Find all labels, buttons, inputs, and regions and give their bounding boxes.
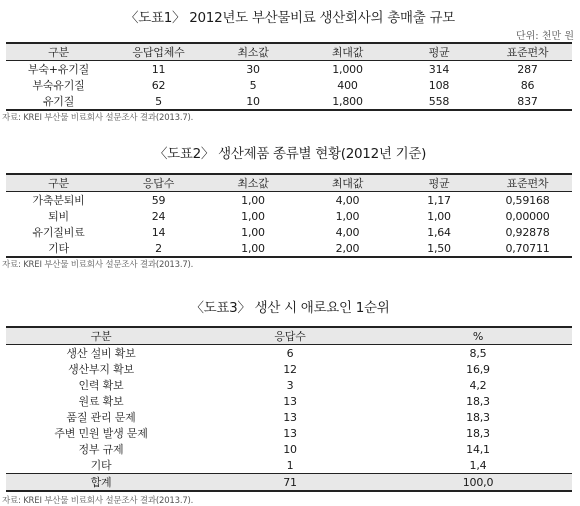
table2-source: 자료: KREI 부산물 비료회사 설문조사 결과(2013.7). xyxy=(2,260,194,270)
table3-source: 자료: KREI 부산물 비료회사 설문조사 결과(2013.7). xyxy=(2,496,194,506)
table3-row xyxy=(6,409,572,425)
table2-column-header: 최소값 xyxy=(206,174,300,192)
table3-column-header: 응답수 xyxy=(196,327,384,345)
table2-body xyxy=(6,192,572,258)
table1-column-header: 표준편차 xyxy=(483,43,572,61)
table1-title: 〈도표1〉 2012년도 부산물비료 생산회사의 총매출 규모 xyxy=(125,10,455,26)
table1-cell: 11 xyxy=(151,62,166,76)
table3-row xyxy=(6,425,572,441)
table2-header xyxy=(6,174,572,192)
table1-column-header: 응답업체수 xyxy=(111,43,206,61)
table3-cell: 16,9 xyxy=(466,362,490,376)
table1-row xyxy=(6,61,572,78)
table1 xyxy=(6,42,572,111)
table3-row xyxy=(6,457,572,474)
table2-cell: 1,17 xyxy=(427,193,451,207)
table2-column-header: 구분 xyxy=(6,174,111,192)
table3-row-label: 기타 xyxy=(90,459,112,472)
table3-row-label: 원료 확보 xyxy=(78,395,124,408)
table3-header xyxy=(6,327,572,345)
table2-cell: 14 xyxy=(151,225,166,239)
table1-row xyxy=(6,93,572,110)
table2-row-label: 가축분퇴비 xyxy=(32,194,85,207)
table3-title: 〈도표3〉 생산 시 애로요인 1순위 xyxy=(190,300,390,316)
table2-cell: 4,00 xyxy=(335,225,360,239)
table1-cell: 5 xyxy=(249,78,257,92)
table1-header-row xyxy=(6,43,572,61)
table3 xyxy=(6,326,572,492)
table1-cell: 314 xyxy=(428,62,450,76)
table2-cell: 4,00 xyxy=(335,193,360,207)
table1-unit: 단위: 천만 원 xyxy=(515,31,574,42)
table3-cell: 100,0 xyxy=(384,474,572,492)
table2-row xyxy=(6,240,572,257)
table2-row-label: 퇴비 xyxy=(48,210,69,223)
table1-cell: 558 xyxy=(395,93,483,110)
table2-row xyxy=(6,224,572,240)
table3-cell: 4,2 xyxy=(469,378,487,392)
table2-row-label: 기타 xyxy=(6,240,111,257)
table3-cell: 18,3 xyxy=(466,426,490,440)
table2-cell: 1,00 xyxy=(241,193,265,207)
table3-cell: 13 xyxy=(283,394,297,408)
table1-cell: 10 xyxy=(206,93,300,110)
table3-cell: 10 xyxy=(283,442,297,456)
table1-body xyxy=(6,61,572,111)
table2-cell: 24 xyxy=(151,209,166,223)
table2-column-header: 최대값 xyxy=(300,174,395,192)
table2-header-row xyxy=(6,174,572,192)
table1-column-header: 최대값 xyxy=(300,43,395,61)
table1-row-label: 유기질 xyxy=(6,93,111,110)
table2-cell: 59 xyxy=(151,193,166,207)
table3-cell: 14,1 xyxy=(466,442,490,456)
table3-cell: 71 xyxy=(196,474,384,492)
table2-cell: 2 xyxy=(111,240,206,257)
table1-row xyxy=(6,77,572,93)
table3-cell: 18,3 xyxy=(466,410,490,424)
table2-cell: 1,00 xyxy=(335,209,360,223)
table1-cell: 62 xyxy=(151,78,166,92)
table1-column-header: 평균 xyxy=(395,43,483,61)
table2-cell: 0,70711 xyxy=(483,240,572,257)
table1-cell: 400 xyxy=(337,78,358,92)
table3-row xyxy=(6,377,572,393)
table3-body xyxy=(6,345,572,492)
table2-row-label: 유기질비료 xyxy=(32,226,85,239)
table2-title: 〈도표2〉 생산제품 종류별 현황(2012년 기준) xyxy=(153,146,427,162)
table3-row-label: 품질 관리 문제 xyxy=(66,411,136,424)
table2 xyxy=(6,173,572,258)
table3-row xyxy=(6,441,572,457)
table2-cell: 0,92878 xyxy=(505,225,550,239)
table3-cell: 6 xyxy=(286,346,294,360)
table2-cell: 2,00 xyxy=(300,240,395,257)
table3-row xyxy=(6,345,572,362)
table3-row-label: 생산부지 확보 xyxy=(68,363,134,376)
table1-cell: 30 xyxy=(246,62,260,76)
table1-row-label: 부숙+유기질 xyxy=(27,63,90,76)
table2-cell: 0,59168 xyxy=(505,193,550,207)
table2-column-header: 응답수 xyxy=(111,174,206,192)
table1-cell: 1,000 xyxy=(332,62,363,76)
table3-row xyxy=(6,361,572,377)
table3-row xyxy=(6,393,572,409)
table3-header-row xyxy=(6,327,572,345)
table1-cell: 837 xyxy=(483,93,572,110)
table3-row-label: 생산 설비 확보 xyxy=(66,347,136,360)
table3-row-label: 합계 xyxy=(6,474,196,492)
table1-cell: 108 xyxy=(428,78,450,92)
table2-cell: 1,00 xyxy=(427,209,451,223)
table2-row xyxy=(6,208,572,224)
table1-source: 자료: KREI 부산물 비료회사 설문조사 결과(2013.7). xyxy=(2,113,194,123)
table1-column-header: 구분 xyxy=(6,43,111,61)
table1-column-header: 최소값 xyxy=(206,43,300,61)
table2-cell: 1,64 xyxy=(427,225,451,239)
table3-cell: 13 xyxy=(283,410,297,424)
table2-cell: 1,50 xyxy=(395,240,483,257)
table2-cell: 0,00000 xyxy=(505,209,550,223)
table2-cell: 1,00 xyxy=(241,225,265,239)
table1-cell: 287 xyxy=(517,62,538,76)
table3-cell: 13 xyxy=(283,426,297,440)
table2-column-header: 평균 xyxy=(395,174,483,192)
table1-cell: 1,800 xyxy=(300,93,395,110)
table3-cell: 8,5 xyxy=(469,346,487,360)
table2-column-header: 표준편차 xyxy=(483,174,572,192)
table3-row-label: 주변 민원 발생 문제 xyxy=(54,427,148,440)
table3-cell: 12 xyxy=(283,362,297,376)
table3-row-label: 인력 확보 xyxy=(78,379,124,392)
table1-cell: 5 xyxy=(111,93,206,110)
table2-cell: 1,00 xyxy=(206,240,300,257)
table1-row-label: 부숙유기질 xyxy=(32,79,85,92)
table2-cell: 1,00 xyxy=(241,209,265,223)
table3-row xyxy=(6,474,572,492)
table3-row-label: 정부 규제 xyxy=(78,443,124,456)
table3-column-header: % xyxy=(384,327,572,345)
table1-cell: 86 xyxy=(520,78,535,92)
table3-cell: 18,3 xyxy=(466,394,490,408)
table3-cell: 1,4 xyxy=(469,458,487,472)
table1-header xyxy=(6,43,572,61)
table3-column-header: 구분 xyxy=(6,327,196,345)
table3-cell: 3 xyxy=(286,378,294,392)
table3-cell: 1 xyxy=(286,458,294,472)
table2-row xyxy=(6,192,572,209)
